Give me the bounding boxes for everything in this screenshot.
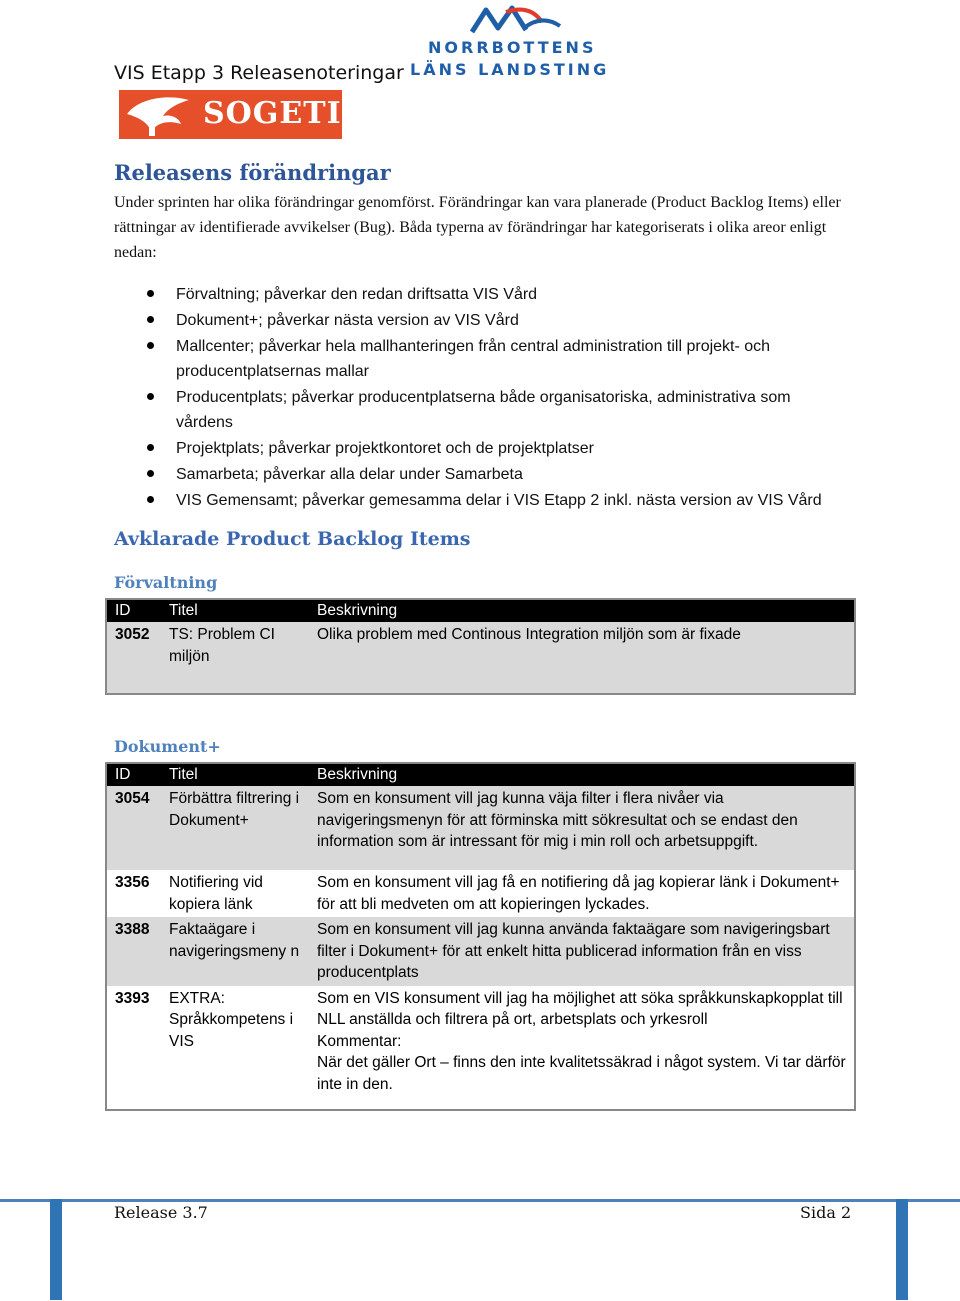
row-description-text: Som en VIS konsument vill jag ha möjlighet att söka språkkunskapkopplat till NLL anställda och filtrera på ort, arbetsplats och yrkesroll xyxy=(317,989,843,1028)
table-header-row xyxy=(106,599,855,622)
list-item: Mallcenter; påverkar hela mallhanteringen från central administration till projekt- och producentplatsernas mallar xyxy=(114,334,834,384)
row-id: 3388 xyxy=(106,917,161,986)
footer-divider xyxy=(0,1199,960,1202)
footer-page-number: Sida 2 xyxy=(800,1203,852,1222)
row-id: 3054 xyxy=(106,786,161,870)
nll-logo-text-bottom: LÄNS LANDSTING xyxy=(410,60,610,79)
row-id: 3356 xyxy=(106,870,161,917)
table-header-row xyxy=(106,763,855,786)
list-item: Producentplats; påverkar producentplatserna både organisatoriska, administrativa som vårdens xyxy=(114,385,834,435)
row-description: Olika problem med Continous Integration miljön som är fixade xyxy=(309,622,855,694)
dokument-heading: Dokument+ xyxy=(114,737,221,756)
row-title: TS: Problem CI miljön xyxy=(161,622,309,694)
table-row xyxy=(106,786,855,870)
bullet-icon xyxy=(147,470,154,477)
list-item: Dokument+; påverkar nästa version av VIS Vård xyxy=(114,308,834,333)
column-header-id: ID xyxy=(106,763,161,786)
list-item: Förvaltning; påverkar den redan driftsatta VIS Vård xyxy=(114,282,834,307)
forvaltning-heading: Förvaltning xyxy=(114,573,218,592)
row-comment-label: Kommentar: xyxy=(317,1032,402,1050)
document-title: VIS Etapp 3 Releasenoteringar xyxy=(114,62,404,84)
table-row xyxy=(106,986,855,1110)
bullet-icon xyxy=(147,342,154,349)
bullet-icon xyxy=(147,316,154,323)
sogeti-logo xyxy=(119,90,342,139)
intro-paragraph: Under sprinten har olika förändringar genomförst. Förändringar kan vara planerade (Product Backlog Items) eller rättningar av identifierade avvikelser (Bug). Båda typerna av förändringar har kategoriserats i olika areor enligt nedan: xyxy=(114,194,841,261)
column-header-title: Titel xyxy=(161,599,309,622)
bullet-icon xyxy=(147,290,154,297)
list-item: VIS Gemensamt; påverkar gemesamma delar i VIS Etapp 2 inkl. nästa version av VIS Vård xyxy=(114,488,834,513)
bullet-icon xyxy=(147,444,154,451)
bullet-icon xyxy=(147,496,154,503)
row-id: 3393 xyxy=(106,986,161,1110)
row-id: 3052 xyxy=(106,622,161,694)
list-item: Projektplats; påverkar projektkontoret och de projektplatser xyxy=(114,436,834,461)
sogeti-wordmark: SOGETI xyxy=(203,96,342,131)
bullet-icon xyxy=(147,393,154,400)
forvaltning-table xyxy=(105,598,856,695)
column-header-description: Beskrivning xyxy=(309,763,855,786)
row-description xyxy=(309,986,855,1110)
column-header-description: Beskrivning xyxy=(309,599,855,622)
row-title: EXTRA: Språkkompetens i VIS xyxy=(161,986,309,1110)
section-title: Releasens förändringar xyxy=(114,160,391,185)
nll-logo xyxy=(408,2,618,86)
column-header-title: Titel xyxy=(161,763,309,786)
list-item: Samarbeta; påverkar alla delar under Samarbeta xyxy=(114,462,834,487)
footer-left-bar xyxy=(50,1199,62,1300)
row-description: Som en konsument vill jag få en notifiering då jag kopierar länk i Dokument+ för att bli medveten om att kopieringen lyckades. xyxy=(309,870,855,917)
category-list xyxy=(114,282,834,514)
row-title: Förbättra filtrering i Dokument+ xyxy=(161,786,309,870)
spade-icon xyxy=(119,90,199,139)
nll-logo-text-top: NORRBOTTENS xyxy=(428,38,597,57)
pbi-heading: Avklarade Product Backlog Items xyxy=(114,528,471,550)
row-description: Som en konsument vill jag kunna använda faktaägare som navigeringsbart filter i Dokument+ för att enkelt hitta publicerad information från en viss producentplats xyxy=(309,917,855,986)
column-header-id: ID xyxy=(106,599,161,622)
row-comment: När det gäller Ort – finns den inte kvalitetssäkrad i något system. Vi tar därför inte in den. xyxy=(317,1054,846,1093)
dokument-table xyxy=(105,762,856,1111)
nll-logo-mark-icon xyxy=(468,2,568,38)
row-title: Notifiering vid kopiera länk xyxy=(161,870,309,917)
row-description: Som en konsument vill jag kunna väja filter i flera nivåer via navigeringsmenyn för att förminska mitt sökresultat och se endast den information som är intressant för mig i min roll och arbetsuppgift. xyxy=(309,786,855,870)
row-title: Faktaägare i navigeringsmeny n xyxy=(161,917,309,986)
footer-right-bar xyxy=(896,1199,908,1300)
table-row xyxy=(106,870,855,917)
table-row xyxy=(106,622,855,694)
table-row xyxy=(106,917,855,986)
footer-release: Release 3.7 xyxy=(114,1203,208,1222)
